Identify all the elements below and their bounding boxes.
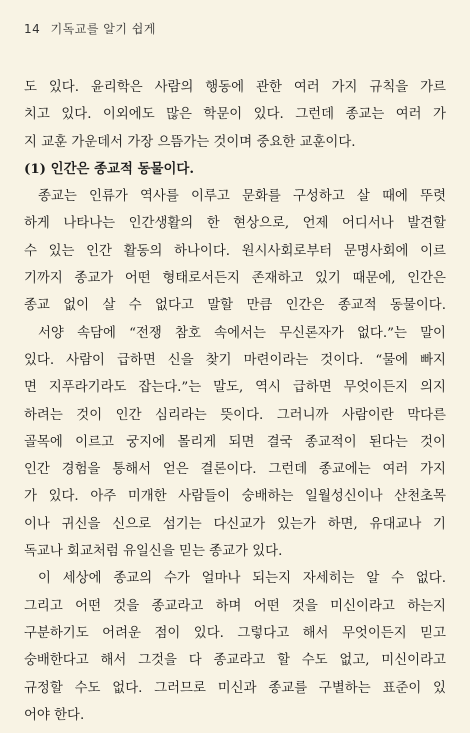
text-line: 독교나 회교처럼 유일신을 믿는 종교가 있다. bbox=[24, 544, 283, 560]
text-line: 기까지 종교가 어떤 형태로서든지 존재하고 있기 때문에, 인간은 bbox=[24, 271, 446, 287]
text-line: 구분하기도 어려운 점이 있다. 그렇다고 해서 무엇이든지 믿고 bbox=[24, 625, 446, 641]
text-line: 가 있다. 아주 미개한 사람들이 숭배하는 일월성신이나 산천초목 bbox=[24, 489, 446, 505]
running-header bbox=[24, 20, 162, 37]
text-line: 종교 없이 살 수 없다고 말할 만큼 인간은 종교적 동물이다. bbox=[24, 298, 446, 314]
text-line: 수 있는 인간 활동의 하나이다. 원시사회로부터 문명사회에 이르 bbox=[24, 243, 446, 259]
text-line: 그리고 어떤 것을 종교라고 하며 어떤 것을 미신이라고 하는지 bbox=[24, 598, 446, 614]
text-line: 있다. 사람이 급하면 신을 찾기 마련이라는 것이다. “물에 빠지 bbox=[24, 352, 446, 368]
text-line: 이 세상에 종교의 수가 얼마나 되는지 자세히는 알 수 없다. bbox=[38, 571, 446, 587]
text-line: 치고 있다. 이외에도 많은 학문이 있다. 그런데 종교는 여러 가 bbox=[24, 107, 446, 123]
text-line: 이나 귀신을 신으로 섬기는 다신교가 있는가 하면, 유대교나 기 bbox=[24, 516, 446, 532]
page-number: 14 bbox=[24, 22, 41, 36]
text-line: 골목에 이르고 궁지에 몰리게 되면 결국 종교적이 된다는 것이 bbox=[24, 434, 446, 450]
text-line: 지 교훈 가운데서 가장 으뜸가는 것이며 중요한 교훈이다. bbox=[24, 134, 356, 150]
text-line: 하려는 것이 인간 심리라는 뜻이다. 그러니까 사람이란 막다른 bbox=[24, 407, 446, 423]
body-text bbox=[24, 74, 446, 729]
text-line: 규정할 수도 없다. 그러므로 미신과 종교를 구별하는 표준이 있 bbox=[24, 680, 446, 696]
text-line: 종교는 인류가 역사를 이루고 문화를 구성하고 살 때에 뚜렷 bbox=[38, 189, 446, 205]
text-line: 어야 한다. bbox=[24, 707, 85, 723]
text-line: 도 있다. 윤리학은 사람의 행동에 관한 여러 가지 규칙을 가르 bbox=[24, 80, 446, 95]
text-line: 인간 경험을 통해서 얻은 결론이다. 그런데 종교에는 여러 가지 bbox=[24, 462, 446, 478]
text-line: 숭배한다고 해서 그것을 다 종교라고 할 수도 없고, 미신이라고 bbox=[24, 653, 446, 669]
text-line: 하게 나타나는 인간생활의 한 현상으로, 언제 어디서나 발견할 bbox=[24, 216, 446, 232]
text-line: 서양 속담에 “전쟁 참호 속에서는 무신론자가 없다.”는 말이 bbox=[38, 325, 446, 341]
text-line: 면 지푸라기라도 잡는다.”는 말도, 역시 급하면 무엇이든지 의지 bbox=[24, 380, 446, 396]
section-heading: (1) 인간은 종교적 동물이다. bbox=[24, 160, 194, 177]
running-title: 기독교를 알기 쉽게 bbox=[50, 22, 156, 36]
